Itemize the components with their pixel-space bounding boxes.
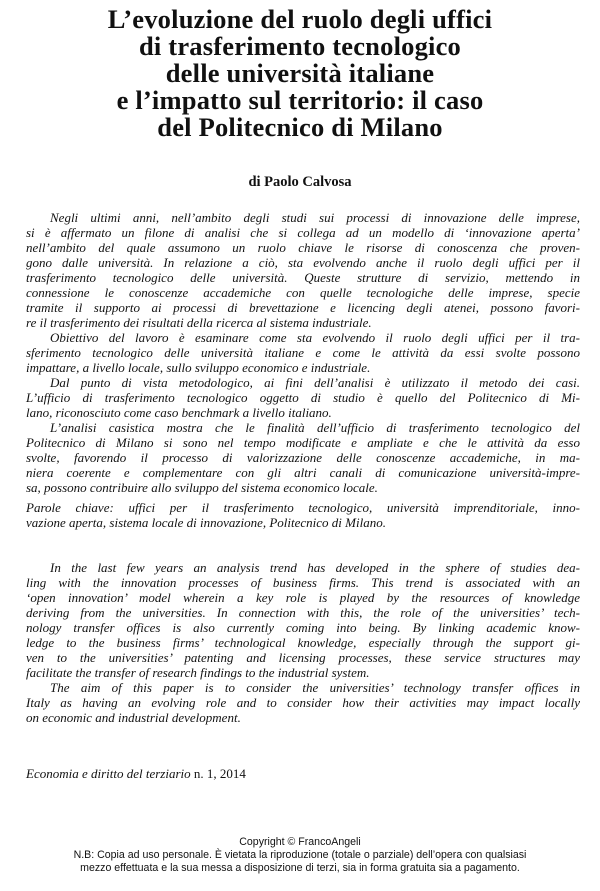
text-line: Obiettivo del lavoro è esaminare come sta evolvendo il ruolo degli uffici per il tra-: [50, 330, 580, 345]
text-line: re il trasferimento dei risultati della ricerca al sistema industriale.: [26, 315, 372, 330]
title-line: L’evoluzione del ruolo degli uffici: [107, 4, 493, 34]
text-line: Italy as having an evolving role and to consider how their activities may impact locally: [26, 695, 580, 710]
text-line: In the last few years an analysis trend has developed in the sphere of studies dea-: [50, 560, 580, 575]
title-line: del Politecnico di Milano: [157, 112, 443, 142]
copyright-notice: [0, 836, 600, 875]
text-line: Dal punto di vista metodologico, ai fini dell’analisi è utilizzato il metodo dei casi.: [50, 375, 580, 390]
journal-issue: n. 1, 2014: [193, 766, 246, 781]
abstract-en-paragraph-2: [26, 680, 580, 725]
text-line: L’ufficio di trasferimento tecnologico oggetto di studio è quello del Politecnico di Mi-: [26, 390, 580, 405]
text-line: Politecnico di Milano si sono nel tempo modificate e ampliate e che le attività da esso: [26, 435, 580, 450]
text-line: si è affermato un filone di analisi che si collega ad un modello di ‘innovazione aperta’: [26, 225, 580, 240]
copyright-disclaimer-line: mezzo effettuata e la sua messa a disposizione di terzi, sia in forma gratuita sia a pagamento.: [80, 862, 520, 874]
text-line: ledge to the business firms’ technological knowledge, especially through the support gi-: [26, 635, 580, 650]
keywords: [26, 500, 580, 530]
abstract-it-paragraph-3: [26, 375, 580, 420]
abstract-it-paragraph-4: [26, 420, 580, 495]
text-line: ling with the innovation processes of business firms. This trend is associated with an: [26, 575, 580, 590]
title-line: delle università italiane: [165, 58, 435, 88]
abstract-it-paragraph-2: [26, 330, 580, 375]
title-line: di trasferimento tecnologico: [138, 31, 462, 61]
text-line: L’analisi casistica mostra che le finalità dell’ufficio di trasferimento tecnologico del: [50, 420, 580, 435]
text-line: facilitate the transfer of research findings to the industrial system.: [26, 665, 370, 680]
text-line: The aim of this paper is to consider the universities’ technology transfer offices in: [50, 680, 580, 695]
title-line: e l’impatto sul territorio: il caso: [116, 85, 484, 115]
text-line: connessione le conoscenze accademiche con quelle tecnologiche delle imprese, specie: [26, 285, 580, 300]
text-line: deriving from the universities. In connection with this, the role of the universities’ tech-: [26, 605, 580, 620]
text-line: sferimento tecnologico delle università italiane e come le attività da essi svolte possono: [26, 345, 580, 360]
text-line: nology transfer offices is also currently coming into being. By linking academic know-: [26, 620, 580, 635]
text-line: ‘open innovation’ model wherein a key role is played by the resources of knowledge: [26, 590, 580, 605]
text-line: lano, riconosciuto come caso benchmark a livello italiano.: [26, 405, 332, 420]
text-line: trasferimento tecnologico delle università. Queste strutture di servizio, mettendo in: [26, 270, 580, 285]
copyright-disclaimer-line: N.B: Copia ad uso personale. È vietata la riproduzione (totale o parziale) dell’opera con qualsiasi: [73, 849, 527, 861]
author-byline: di Paolo Calvosa: [248, 174, 352, 190]
paper-title: [30, 6, 570, 141]
text-line: nell’ambito del quale assumono un ruolo chiave le risorse di conoscenza che proven-: [26, 240, 580, 255]
text-line: svolte, favorendo il processo di valorizzazione delle conoscenze accademiche, in ma-: [26, 450, 580, 465]
text-line: tramite il supporto ai processi di brevettazione e licencing degli atenei, possono favori-: [26, 300, 580, 315]
journal-name: Economia e diritto del terziario: [26, 766, 191, 781]
abstract-it-paragraph-1: [26, 210, 580, 330]
text-line: on economic and industrial development.: [26, 710, 241, 725]
text-line: Negli ultimi anni, nell’ambito degli studi sui processi di innovazione delle imprese,: [50, 210, 580, 225]
text-line: niera coerente e complementare con gli altri canali di comunicazione università-impre-: [26, 465, 580, 480]
abstract-en-paragraph-1: [26, 560, 580, 680]
text-line: sa, possono contribuire allo sviluppo del sistema economico locale.: [26, 480, 378, 495]
journal-reference: [26, 766, 246, 782]
text-line: Parole chiave: uffici per il trasferimento tecnologico, università imprenditoriale, inno-: [26, 500, 580, 515]
text-line: gono dalle università. In relazione a ciò, sta evolvendo anche il ruolo degli uffici per il: [26, 255, 580, 270]
copyright-line: Copyright © FrancoAngeli: [239, 836, 361, 848]
text-line: ven to the universities’ patenting and licensing processes, these service structures may: [26, 650, 580, 665]
text-line: impattare, a livello locale, sullo sviluppo economico e industriale.: [26, 360, 371, 375]
text-line: vazione aperta, sistema locale di innovazione, Politecnico di Milano.: [26, 515, 386, 530]
